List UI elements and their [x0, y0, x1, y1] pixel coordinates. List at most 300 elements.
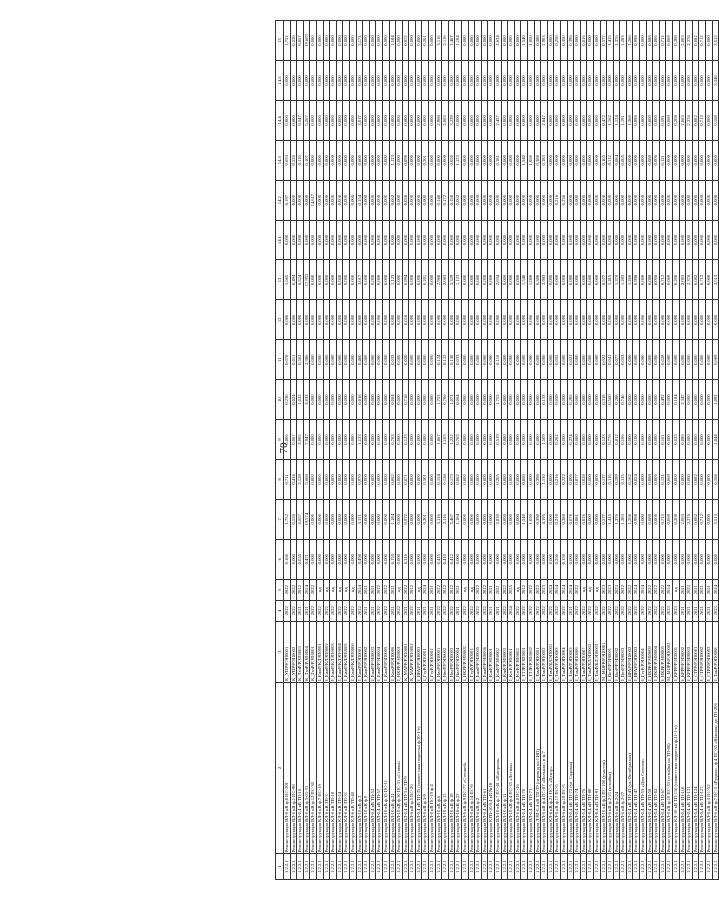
table-cell: 0,000	[521, 300, 528, 340]
table-cell: 0,000	[580, 340, 587, 380]
table-cell: 1,266	[626, 499, 633, 539]
table-cell: 0,000	[554, 300, 561, 340]
table-cell: 0,000	[481, 420, 488, 460]
table-cell: 2022	[646, 579, 653, 600]
table-cell: 0,000	[495, 220, 502, 260]
table-cell: 1.2.2.1	[501, 854, 508, 880]
table-cell: 2022	[382, 579, 389, 600]
table-row	[514, 21, 521, 880]
table-cell: 1.2.2.1	[554, 854, 561, 880]
table-cell: 1.2.2.1	[607, 854, 614, 880]
table-cell: 2021	[679, 600, 686, 621]
table-cell: 0,000	[310, 100, 317, 140]
table-cell: 2022	[310, 579, 317, 600]
table-cell: 0,158	[448, 180, 455, 220]
table-cell: нд	[343, 579, 350, 600]
table-cell: 2021	[706, 600, 713, 621]
table-cell: 3,171	[356, 21, 363, 61]
table-cell: 0,000	[396, 61, 403, 101]
table-cell: 0,000	[574, 220, 581, 260]
table-cell: I_КзвР/РЭП0002	[495, 621, 502, 682]
table-cell: 0,000	[692, 340, 699, 380]
table-cell: 0,000	[369, 260, 376, 300]
table-cell: 1.2.2.1	[534, 854, 541, 880]
table-cell: 2021	[679, 579, 686, 600]
table-cell: 0,000	[613, 220, 620, 260]
table-cell: 0,460	[356, 340, 363, 380]
table-cell: 0,000	[626, 420, 633, 460]
table-cell: 0,086	[679, 420, 686, 460]
table-cell: 0,000	[310, 61, 317, 101]
table-cell: 0,000	[527, 180, 534, 220]
table-cell: 0,000	[376, 61, 383, 101]
table-cell: 0,812	[613, 420, 620, 460]
table-cell: 0,000	[534, 61, 541, 101]
table-cell: 0,000	[521, 539, 528, 579]
table-cell: 0,000	[541, 180, 548, 220]
table-cell: 0,000	[626, 300, 633, 340]
table-cell: 0,000	[409, 180, 416, 220]
table-row	[389, 21, 396, 880]
table-cell: 1,376	[613, 260, 620, 300]
table-cell: 0,000	[640, 220, 647, 260]
column-header: 14.3	[276, 140, 284, 180]
table-cell: 0,000	[534, 220, 541, 260]
table-cell: 0,000	[600, 180, 607, 220]
table-cell: 0,000	[706, 420, 713, 460]
table-row	[336, 21, 343, 880]
table-cell: 0,000	[316, 100, 323, 140]
table-cell: 0,000	[620, 300, 627, 340]
table-cell: I_ТамР/РЭП0006	[574, 621, 581, 682]
table-cell: 0,000	[382, 61, 389, 101]
table-cell: 0,000	[349, 420, 356, 460]
table-cell: 0,000	[659, 300, 666, 340]
table-cell: 2022	[462, 600, 469, 621]
table-cell: 2022	[514, 600, 521, 621]
table-cell: 0,000	[646, 300, 653, 340]
table-cell: 2022	[659, 600, 666, 621]
table-cell: 3,005	[297, 420, 304, 460]
table-cell: 0,000	[547, 220, 554, 260]
table-cell: 0,000	[468, 140, 475, 180]
table-cell: 0,000	[422, 420, 429, 460]
table-cell: 2022	[409, 579, 416, 600]
table-cell: 0,088	[646, 260, 653, 300]
table-cell: 0,000	[567, 100, 574, 140]
table-cell: 0,000	[560, 220, 567, 260]
table-cell: 2022	[435, 600, 442, 621]
table-cell: 0,000	[574, 380, 581, 420]
table-cell: 0,000	[699, 140, 706, 180]
table-row	[349, 21, 356, 880]
table-cell: 0,210	[554, 499, 561, 539]
table-cell: 0,000	[462, 539, 469, 579]
table-cell: 0,000	[481, 340, 488, 380]
table-cell: 0,000	[316, 300, 323, 340]
table-cell: 0,000	[692, 420, 699, 460]
table-cell: 0,560	[607, 380, 614, 420]
table-cell: 0,746	[620, 380, 627, 420]
table-cell: 0,000	[297, 300, 304, 340]
table-cell: 0,000	[699, 300, 706, 340]
table-cell: 0,000	[600, 220, 607, 260]
table-cell: 0,000	[495, 61, 502, 101]
table-cell: Реконструкция КЛ-6 кВ ТП-31	[343, 682, 350, 853]
table-cell: 0,000	[422, 300, 429, 340]
table-cell: 0,000	[587, 420, 594, 460]
table-cell: 0,000	[323, 140, 330, 180]
table-cell: 2,128	[297, 459, 304, 499]
table-cell: 3,633	[303, 380, 310, 420]
table-cell: 0,172	[442, 180, 449, 220]
table-cell: 0,653	[284, 140, 291, 180]
table-cell: 0,000	[633, 180, 640, 220]
table-cell: 0,000	[382, 459, 389, 499]
table-cell: 0,000	[554, 61, 561, 101]
table-cell: 2023	[673, 600, 680, 621]
table-cell: 0,000	[349, 499, 356, 539]
table-cell: 0,000	[462, 260, 469, 300]
table-cell: 0,998	[633, 21, 640, 61]
table-cell: 0,000	[481, 380, 488, 420]
table-cell: 0,000	[686, 420, 693, 460]
table-cell: 0,062	[389, 459, 396, 499]
table-cell: 0,000	[455, 100, 462, 140]
table-cell: 0,000	[587, 539, 594, 579]
table-cell: 2024	[422, 579, 429, 600]
table-cell: 0,000	[501, 300, 508, 340]
table-cell: 0,000	[468, 21, 475, 61]
table-cell: 0,000	[343, 61, 350, 101]
table-cell: 0,262	[554, 420, 561, 460]
table-cell: 1,184	[389, 499, 396, 539]
table-cell: 0,000	[468, 180, 475, 220]
table-cell: Реконструкция ВЛ-0,4 кВ ТП-67	[659, 682, 666, 853]
table-cell: 0,000	[415, 260, 422, 300]
table-cell: 0,000	[316, 180, 323, 220]
table-cell: 2024	[666, 579, 673, 600]
table-cell: 0,076	[567, 499, 574, 539]
table-row	[574, 21, 581, 880]
table-cell: 0,000	[323, 300, 330, 340]
table-cell: 0,000	[422, 180, 429, 220]
column-header: 14.1	[276, 220, 284, 260]
table-cell: 6,657	[297, 21, 304, 61]
table-cell: 1.2.2.1	[435, 854, 442, 880]
table-cell: 1,184	[389, 21, 396, 61]
table-cell: 0,000	[574, 340, 581, 380]
table-cell: 0,000	[409, 340, 416, 380]
table-cell: 0,000	[640, 539, 647, 579]
table-cell: 1,162	[607, 100, 614, 140]
table-cell: 2021	[699, 579, 706, 600]
table-cell: 0,000	[593, 220, 600, 260]
table-cell: 0,000	[415, 140, 422, 180]
table-cell: 0,000	[369, 459, 376, 499]
table-cell: 2022	[653, 600, 660, 621]
table-cell: 0,000	[316, 260, 323, 300]
table-cell: 0,000	[501, 459, 508, 499]
table-cell: 2022	[646, 600, 653, 621]
table-cell: 0,025	[673, 420, 680, 460]
table-cell: 0,000	[514, 260, 521, 300]
table-cell: 2021	[303, 600, 310, 621]
table-cell: 1,222	[448, 420, 455, 460]
table-cell: 2,063	[442, 100, 449, 140]
table-cell: 1.2.2.1	[514, 854, 521, 880]
table-cell: 1.2.2.1	[363, 854, 370, 880]
table-cell: нд	[316, 579, 323, 600]
table-cell: 0,000	[349, 61, 356, 101]
table-cell: 0,000	[330, 140, 337, 180]
table-cell: 7,947	[303, 420, 310, 460]
table-cell: 2,634	[495, 21, 502, 61]
table-cell: Реконструкция ВЛ-10 кВ ф.12	[442, 682, 449, 853]
table-cell: 0,000	[574, 100, 581, 140]
table-row	[481, 21, 488, 880]
table-cell: Реконструкция ВЛ-6 кВ ф.8 ПС-16	[514, 682, 521, 853]
table-cell: 0,250	[554, 21, 561, 61]
table-cell: 0,000	[310, 21, 317, 61]
table-cell: 0,000	[580, 61, 587, 101]
table-row	[692, 21, 699, 880]
table-cell: K_ТзпР/РЭП0003	[297, 621, 304, 682]
table-cell: 0,000	[336, 260, 343, 300]
table-cell: 2023	[666, 600, 673, 621]
table-cell: 0,000	[336, 539, 343, 579]
table-cell: 0,000	[587, 140, 594, 180]
table-cell: 0,000	[343, 220, 350, 260]
table-cell: 0,222	[560, 459, 567, 499]
table-row	[343, 21, 350, 880]
rotated-table-container	[275, 20, 718, 880]
table-row	[640, 21, 647, 880]
table-cell: 0,000	[560, 340, 567, 380]
table-cell: 1,283	[620, 499, 627, 539]
table-cell: 0,000	[673, 300, 680, 340]
table-row	[673, 21, 680, 880]
table-cell: 2022	[382, 600, 389, 621]
table-cell: 0,718	[402, 380, 409, 420]
column-header: 9	[276, 420, 284, 460]
table-cell: 0,494	[290, 260, 297, 300]
table-cell: 0,000	[442, 61, 449, 101]
table-cell: 0,062	[455, 180, 462, 220]
table-cell: 2022	[501, 600, 508, 621]
table-cell: 0,000	[462, 499, 469, 539]
table-cell: 2022	[442, 600, 449, 621]
table-row	[600, 21, 607, 880]
table-cell: 1.2.2.1	[389, 854, 396, 880]
table-cell: 0,000	[501, 220, 508, 260]
table-cell: 0,000	[297, 180, 304, 220]
table-cell: 0,000	[303, 180, 310, 220]
table-cell: 2021	[495, 579, 502, 600]
table-row	[462, 21, 469, 880]
table-cell: 0,077	[574, 459, 581, 499]
table-cell: 0,000	[376, 180, 383, 220]
table-cell: 2021	[567, 600, 574, 621]
table-cell: 0,520	[290, 140, 297, 180]
table-cell: 2022	[574, 600, 581, 621]
table-cell: 0,000	[580, 100, 587, 140]
table-cell: I_ЕжвР/РЭП0003	[369, 621, 376, 682]
table-cell: 0,000	[481, 459, 488, 499]
table-cell: 0,000	[692, 539, 699, 579]
table-cell: 1,191	[620, 100, 627, 140]
table-cell: 1.2.2.1	[382, 854, 389, 880]
table-cell: 0,398	[534, 459, 541, 499]
table-cell: 2,376	[686, 260, 693, 300]
table-cell: 0,000	[422, 100, 429, 140]
table-cell: 0,000	[396, 260, 403, 300]
table-cell: 0,000	[429, 420, 436, 460]
table-cell: нд	[415, 579, 422, 600]
table-cell: 0,000	[415, 340, 422, 380]
table-cell: 2021	[389, 600, 396, 621]
table-cell: 0,000	[527, 100, 534, 140]
table-cell: Реконструкция ВЛ-6 кВ ф.1 ПС-98	[290, 682, 297, 853]
table-cell: 0,000	[475, 340, 482, 380]
table-cell: 0,000	[501, 21, 508, 61]
table-cell: 0,000	[481, 220, 488, 260]
table-cell: 0,000	[343, 100, 350, 140]
table-cell: нд	[587, 579, 594, 600]
table-cell: 0,000	[310, 380, 317, 420]
table-cell: 0,082	[692, 260, 699, 300]
table-cell: 2022	[376, 579, 383, 600]
table-cell: 1,283	[620, 260, 627, 300]
table-cell: 3,017	[356, 100, 363, 140]
table-cell: 2022	[297, 579, 304, 600]
table-cell: 1,000	[527, 260, 534, 300]
table-cell: 0,000	[349, 220, 356, 260]
table-cell: 0,000	[508, 499, 515, 539]
column-header: 10	[276, 380, 284, 420]
table-cell: 0,000	[580, 380, 587, 420]
table-cell: 0,201	[422, 21, 429, 61]
column-header: 14.4	[276, 100, 284, 140]
table-cell: 0,088	[646, 459, 653, 499]
table-cell: 0,000	[462, 21, 469, 61]
table-cell: Реконструкция ВЛ-0,4 кВ ТП-47	[633, 682, 640, 853]
table-cell: 0,201	[422, 260, 429, 300]
table-cell: 0,000	[409, 61, 416, 101]
table-cell: 0,000	[613, 539, 620, 579]
table-cell: 0,022	[600, 340, 607, 380]
table-cell: 1.2.2.1	[415, 854, 422, 880]
table-cell: 0,000	[343, 380, 350, 420]
table-row	[316, 21, 323, 880]
table-cell: 2022	[620, 600, 627, 621]
table-cell: 0,122	[442, 340, 449, 380]
table-cell: 0,000	[468, 459, 475, 499]
table-cell: 1.2.2.1	[402, 854, 409, 880]
table-cell: 0,000	[343, 300, 350, 340]
table-cell: 0,000	[653, 380, 660, 420]
table-cell: 2,376	[686, 21, 693, 61]
table-cell: 0,000	[442, 140, 449, 180]
table-cell: 0,000	[679, 340, 686, 380]
table-row	[620, 21, 627, 880]
table-cell: 6,657	[297, 499, 304, 539]
table-cell: 0,000	[534, 180, 541, 220]
table-cell: 0,000	[514, 459, 521, 499]
table-cell: 0,000	[343, 499, 350, 539]
table-cell: I_ГзуР/РЭП0002	[429, 621, 436, 682]
table-cell: I_ЕжвР/РЭП0006	[481, 621, 488, 682]
table-cell: 2022	[521, 579, 528, 600]
table-cell: Реконструкция КЛ-6 кВ ТП-40	[349, 682, 356, 853]
table-cell: 1,123	[356, 420, 363, 460]
table-cell: 0,000	[706, 499, 713, 539]
table-cell: 0,000	[415, 220, 422, 260]
table-cell: 0,000	[422, 340, 429, 380]
table-cell: 0,000	[514, 21, 521, 61]
table-cell: 1,415	[607, 260, 614, 300]
table-cell: 0,000	[336, 100, 343, 140]
table-cell: 0,078	[284, 340, 291, 380]
table-cell: 0,000	[481, 21, 488, 61]
table-cell: 0,000	[462, 140, 469, 180]
table-cell: 3,513	[712, 260, 719, 300]
table-cell: 0,006	[567, 459, 574, 499]
table-cell: 0,000	[468, 300, 475, 340]
table-cell: 0,000	[323, 380, 330, 420]
table-cell: 0,000	[659, 180, 666, 220]
table-cell: 1.2.2.1	[593, 854, 600, 880]
table-cell: Реконструкция ВЛ-6 кВ ф.2-24	[613, 682, 620, 853]
table-cell: 0,000	[343, 21, 350, 61]
table-cell: 0,000	[376, 300, 383, 340]
table-cell: 0,000	[501, 61, 508, 101]
table-cell: Реконструкция ВЛ-6 кВ ф.4 ПС-87 «Вольная» и ф.7	[541, 682, 548, 853]
table-cell: 0,711	[284, 459, 291, 499]
table-cell: 0,059	[554, 380, 561, 420]
table-cell: 0,000	[382, 340, 389, 380]
table-cell: 0,000	[310, 459, 317, 499]
table-cell: 0,010	[402, 300, 409, 340]
table-cell: 0,000	[692, 380, 699, 420]
table-cell: 0,000	[468, 420, 475, 460]
table-cell: 2,983	[541, 260, 548, 300]
table-cell: 2024	[560, 579, 567, 600]
table-cell: 1.2.2.1	[369, 854, 376, 880]
table-cell: 0,000	[547, 61, 554, 101]
table-cell: нд	[323, 579, 330, 600]
table-cell: 0,000	[343, 180, 350, 220]
table-cell: K_МАРР/РЭП0001	[402, 621, 409, 682]
table-cell: 0,000	[692, 180, 699, 220]
table-cell: 0,398	[534, 499, 541, 539]
table-cell: 0,000	[303, 300, 310, 340]
table-cell: Реконструкция ВЛ-0,4 кВ ТП-124	[692, 682, 699, 853]
table-cell: 0,000	[501, 499, 508, 539]
table-row	[587, 21, 594, 880]
table-cell: 0,000	[415, 180, 422, 220]
table-cell: 2,983	[541, 21, 548, 61]
table-cell: 0,000	[336, 380, 343, 420]
table-cell: 2,376	[686, 100, 693, 140]
table-cell: 2,063	[442, 260, 449, 300]
table-cell: 0,000	[415, 21, 422, 61]
table-row	[633, 21, 640, 880]
table-cell: 0,000	[521, 340, 528, 380]
table-cell: Реконструкция ВЛ-10 кВ ф.18	[448, 682, 455, 853]
table-row	[415, 21, 422, 880]
table-cell: 0,000	[402, 100, 409, 140]
